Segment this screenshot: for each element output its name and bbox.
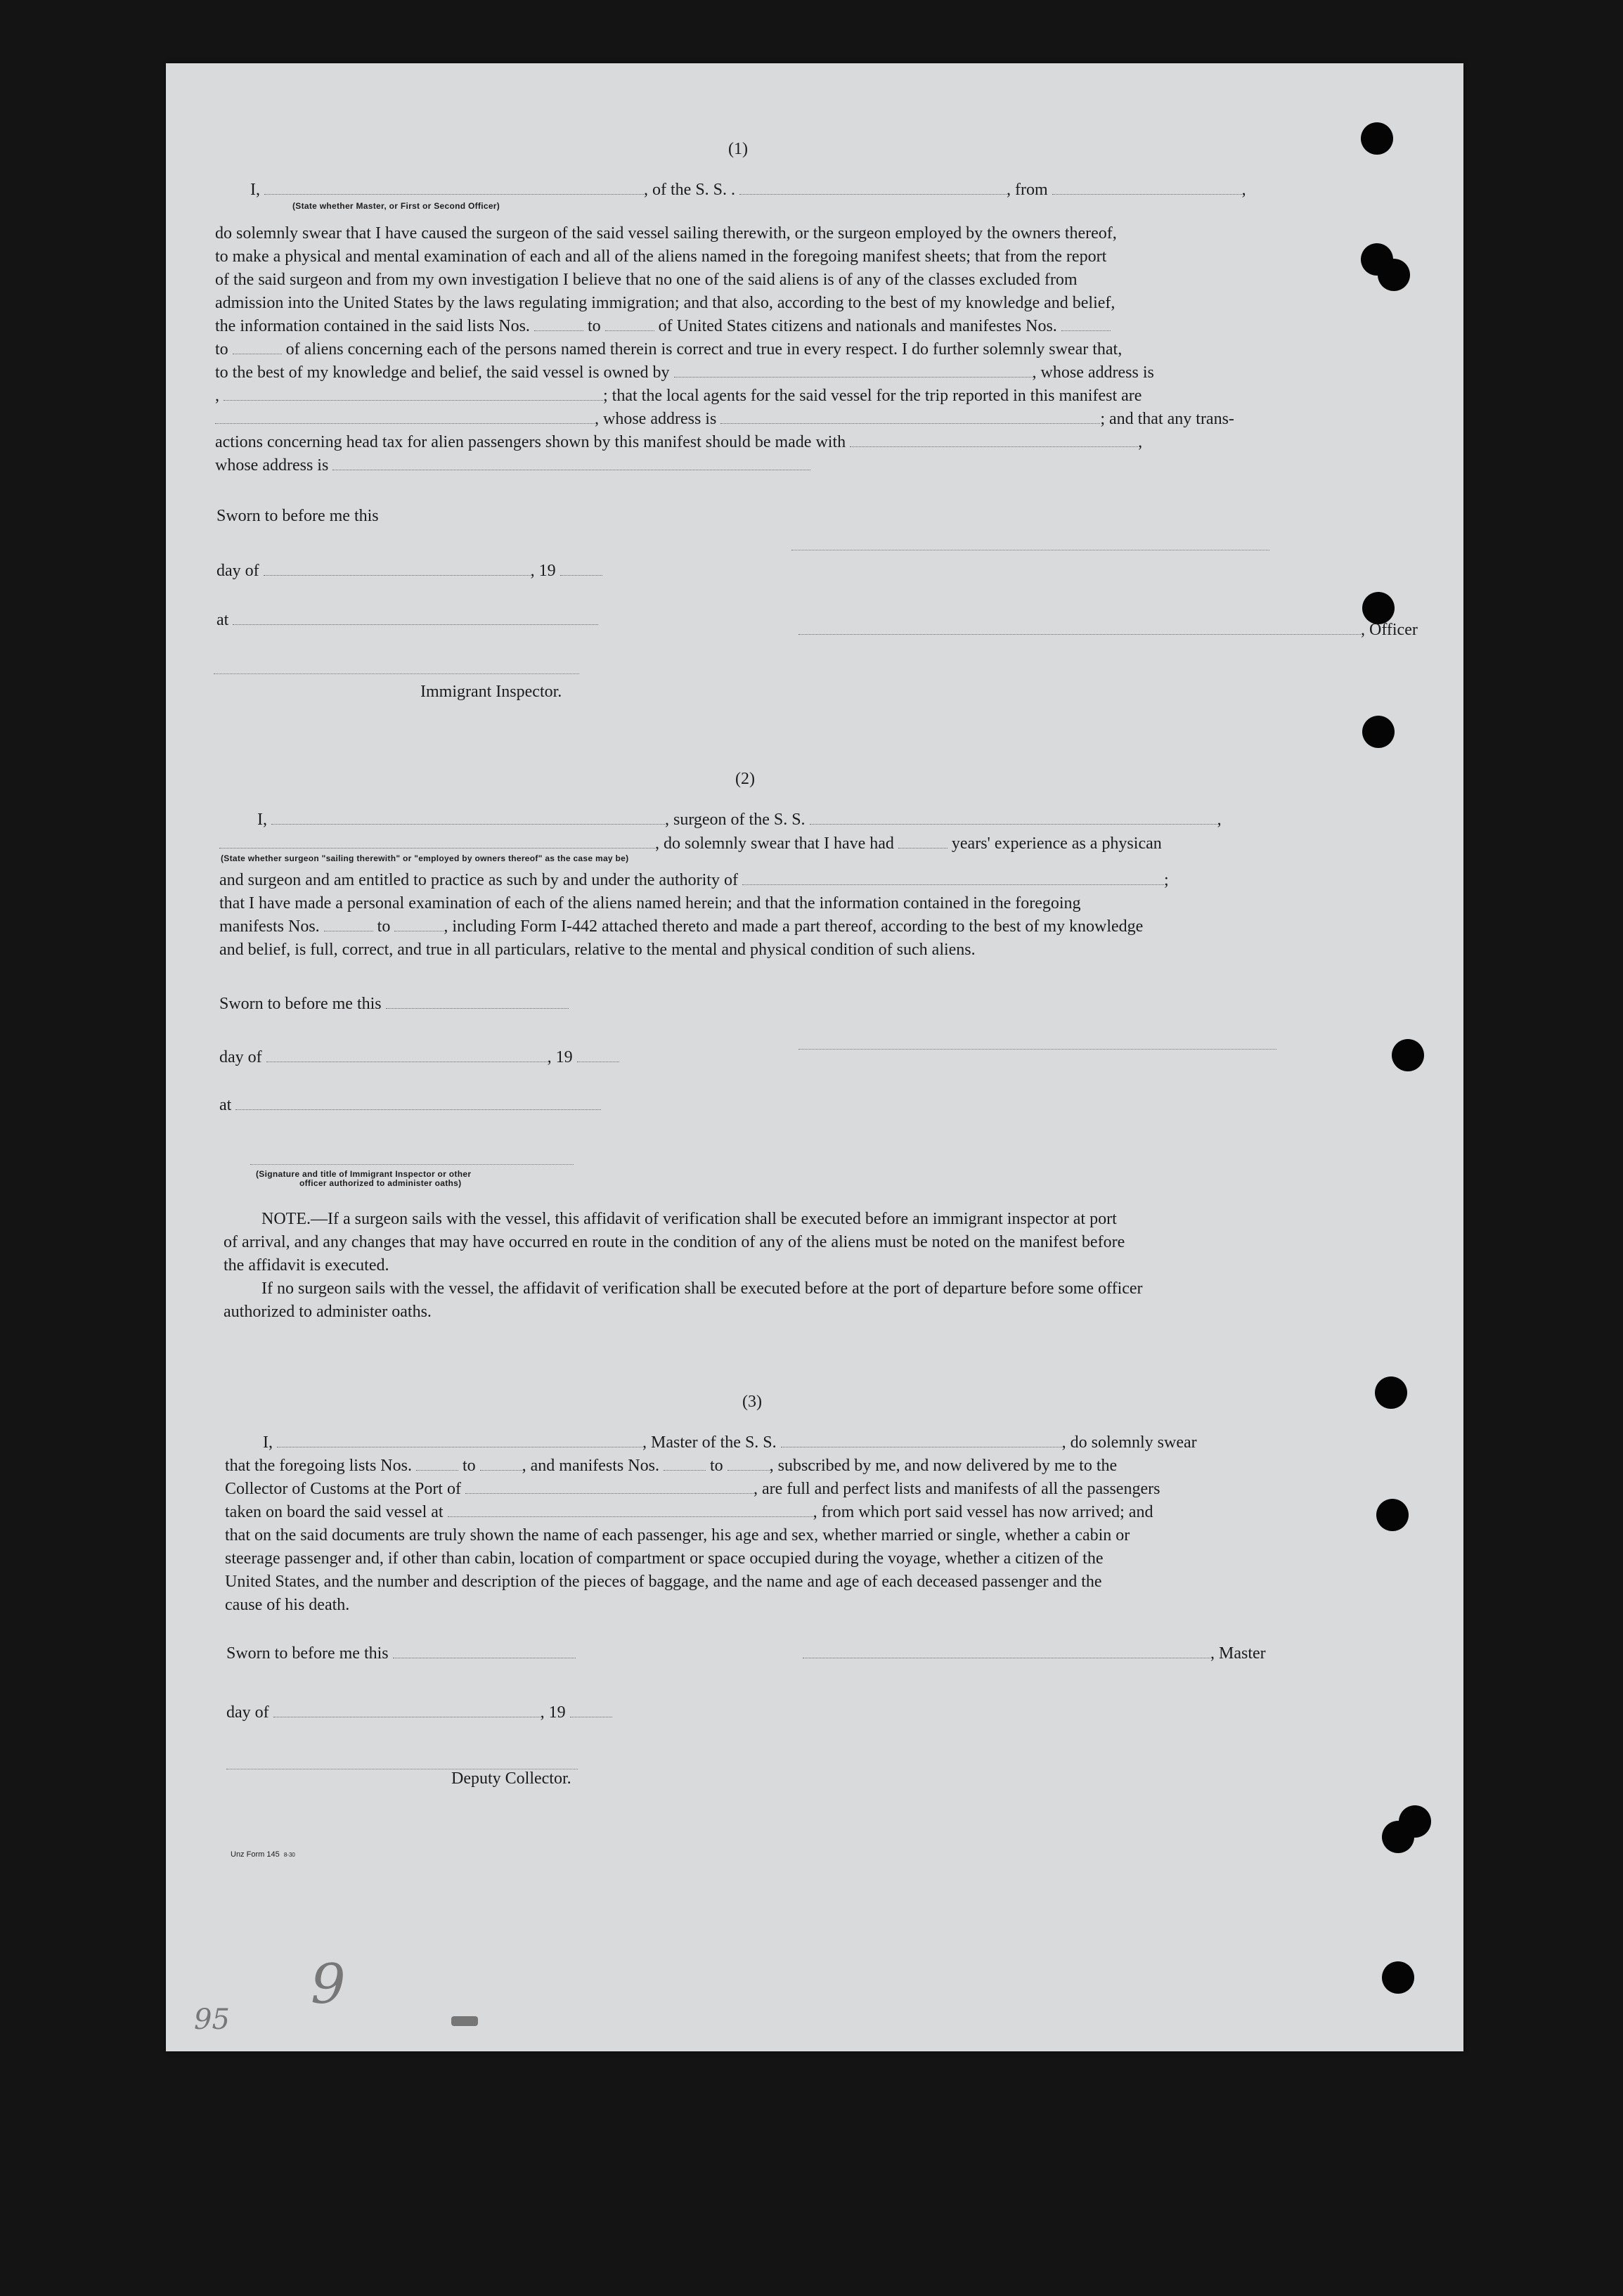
manifest-affidavit-page (166, 63, 1463, 2051)
body-line: that I have made a personal examination of each of the aliens named herein; and that the information contained in the foregoing (219, 894, 1081, 912)
text: Unz Form 145 (231, 1850, 280, 1859)
local-agents-field[interactable] (215, 409, 595, 424)
text: of United States citizens and nationals and manifestes Nos. (658, 317, 1057, 335)
citizen-list-to-field[interactable] (605, 316, 654, 331)
body-line (215, 385, 1269, 408)
text: day of (216, 562, 259, 580)
text: , Master of the S. S. (642, 1433, 777, 1452)
sworn-line-2 (219, 993, 569, 1016)
manifest-to-field[interactable] (728, 1456, 770, 1471)
text: , do solemnly swear (1061, 1433, 1197, 1452)
text: to (709, 1457, 723, 1475)
vessel-name-field[interactable] (781, 1433, 1062, 1447)
note-line: authorized to administer oaths. (224, 1303, 432, 1321)
list-to-field[interactable] (480, 1456, 522, 1471)
text: Collector of Customs at the Port of (225, 1480, 461, 1498)
punch-hole (1376, 1499, 1409, 1531)
years-experience-field[interactable] (898, 834, 948, 849)
section3-heading: (3) (742, 1393, 762, 1411)
text: to (215, 340, 228, 359)
text: , Officer (1361, 621, 1418, 639)
text: day of (226, 1703, 269, 1722)
body-line: do solemnly swear that I have caused the surgeon of the said vessel sailing therewith, or the surgeon employed by the owners thereof, (215, 224, 1117, 243)
note-line: NOTE.—If a surgeon sails with the vessel, this affidavit of verification shall be executed before an immigrant inspector at port (261, 1210, 1117, 1228)
sworn-date-field[interactable] (393, 1644, 576, 1658)
body-line (219, 869, 1274, 892)
text: taken on board the said vessel at (225, 1503, 444, 1521)
punch-hole (1361, 122, 1393, 155)
day-field[interactable] (266, 1047, 548, 1062)
sworn-line-1 (216, 505, 379, 528)
deputy-collector-label: Deputy Collector. (451, 1769, 571, 1788)
agents-address-field[interactable] (720, 409, 1100, 424)
owner-address-field[interactable] (224, 386, 603, 401)
master-name-field[interactable] (277, 1433, 642, 1447)
section1-heading: (1) (728, 140, 748, 158)
section2-body (219, 869, 1274, 962)
text: , Master (1210, 1644, 1266, 1663)
text: , 19 (530, 562, 556, 580)
place-field[interactable] (235, 1095, 601, 1110)
surgeon-status-field[interactable] (219, 834, 655, 849)
body-line: admission into the United States by the laws regulating immigration; and that also, according to the best of my knowledge and belief, (215, 294, 1116, 312)
body-line (215, 408, 1269, 431)
body-line: United States, and the number and description of the pieces of baggage, and the name and age of each deceased passenger and the (225, 1573, 1102, 1591)
body-line: steerage passenger and, if other than cabin, location of compartment or space occupied during the voyage, whether a citizen of the (225, 1549, 1104, 1568)
body-line (219, 915, 1274, 939)
body-line (225, 1431, 1286, 1455)
text: whose address is (215, 456, 329, 475)
officer-line (798, 619, 1418, 642)
text: Sworn to before me this (216, 507, 379, 525)
text: of aliens concerning each of the persons named therein is correct and true in every respect. I do further solemnly swear that, (285, 340, 1123, 359)
text: and surgeon and am entitled to practice as such by and under the authority of (219, 871, 738, 889)
text: , including Form I-442 attached thereto and made a part thereof, according to the best of my knowledge (444, 917, 1144, 936)
text: to the best of my knowledge and belief, the said vessel is owned by (215, 363, 670, 382)
body-line (215, 454, 1269, 477)
punch-hole (1362, 716, 1395, 748)
pronoun-i: I, (257, 811, 267, 829)
at-line-2 (219, 1094, 601, 1117)
of-ss-label: , of the S. S. . (644, 181, 736, 199)
surgeon-note-paragraph (224, 1208, 1278, 1324)
place-field[interactable] (233, 610, 598, 625)
handwritten-page-number: 9 (311, 1953, 346, 2016)
vessel-name-field[interactable] (810, 810, 1217, 825)
punch-hole (1375, 1376, 1407, 1409)
experience-line (219, 832, 1162, 856)
manifest-to-field[interactable] (394, 917, 444, 931)
body-line (215, 431, 1269, 454)
body-line: and belief, is full, correct, and true in all particulars, relative to the mental and physical condition of such aliens. (219, 941, 976, 959)
text: , (1138, 433, 1143, 451)
pronoun-i: I, (263, 1433, 273, 1452)
body-line (215, 338, 1269, 361)
body-line (225, 1501, 1286, 1524)
note-line: the affidavit is executed. (224, 1256, 389, 1275)
text: (Signature and title of Immigrant Inspector or other (256, 1169, 472, 1179)
punch-hole (1382, 1961, 1414, 1994)
text: , 19 (547, 1048, 573, 1066)
pronoun-i: I, (250, 181, 260, 199)
text: ; (1164, 871, 1169, 889)
text: at (216, 611, 229, 629)
inspector-signature-line[interactable] (214, 673, 579, 674)
note-line: If no surgeon sails with the vessel, the affidavit of verification shall be executed before at the port of departure before some officer (261, 1279, 1143, 1298)
text: , 19 (540, 1703, 566, 1722)
boarding-port-field[interactable] (448, 1502, 813, 1517)
section3-body (225, 1431, 1286, 1617)
body-line: cause of his death. (225, 1596, 350, 1614)
text: the information contained in the said lists Nos. (215, 317, 530, 335)
body-line: of the said surgeon and from my own investigation I believe that no one of the said aliens is of any of the classes excluded from (215, 271, 1078, 289)
text: to (377, 917, 391, 936)
from-label: , from (1007, 181, 1048, 199)
port-field[interactable] (465, 1479, 754, 1494)
text: officer authorized to administer oaths) (299, 1178, 462, 1188)
manifest-to-field[interactable] (233, 340, 282, 354)
text: ; that the local agents for the said vessel for the trip reported in this manifest are (603, 387, 1142, 405)
day-of-line-2 (219, 1046, 619, 1069)
at-line-1 (216, 609, 598, 632)
head-tax-address-field[interactable] (332, 456, 810, 470)
citizen-list-from-field[interactable] (534, 316, 583, 331)
surgeon-note: (State whether surgeon "sailing therewith" or "employed by owners thereof" as the case may be) (221, 853, 629, 863)
text: , subscribed by me, and now delivered by me to the (769, 1457, 1118, 1475)
text: Sworn to before me this (219, 995, 382, 1013)
text: manifests Nos. (219, 917, 320, 936)
ink-smudge (451, 2016, 478, 2026)
text: at (219, 1096, 232, 1114)
text: , whose address is (595, 410, 717, 428)
text: ; and that any trans- (1100, 410, 1234, 428)
day-field[interactable] (264, 561, 531, 576)
vessel-owner-field[interactable] (674, 363, 1033, 378)
manifest-from-field[interactable] (1061, 316, 1111, 331)
role-note: (State whether Master, or First or Second Officer) (292, 201, 500, 211)
inspector-signature-line[interactable] (250, 1164, 574, 1165)
body-line (225, 1455, 1286, 1478)
section1-body (215, 222, 1269, 477)
body-line: to make a physical and mental examination of each and all of the aliens named in the foregoing manifest sheets; that from the report (215, 247, 1107, 266)
punch-hole (1399, 1805, 1431, 1838)
immigrant-inspector-label: Immigrant Inspector. (420, 683, 562, 701)
text: to (587, 317, 601, 335)
text: years' experience as a physican (951, 834, 1162, 853)
year-field[interactable] (577, 1047, 619, 1062)
manifest-from-field[interactable] (664, 1456, 706, 1471)
text: day of (219, 1048, 262, 1066)
officer-signature-field[interactable] (798, 620, 1361, 635)
text: 8-30 (283, 1852, 295, 1858)
text: , do solemnly swear that I have had (655, 834, 894, 853)
surgeon-name-field[interactable] (271, 810, 665, 825)
text: Sworn to before me this (226, 1644, 389, 1663)
section2-oath-line (257, 808, 1222, 832)
day-of-line-1 (216, 560, 602, 583)
officer-name-field[interactable] (264, 180, 644, 195)
departure-port-field[interactable] (1052, 180, 1242, 195)
authority-field[interactable] (742, 870, 1164, 885)
year-field[interactable] (570, 1703, 612, 1717)
master-signature-line (803, 1642, 1266, 1665)
text: , from which port said vessel has now arrived; and (813, 1503, 1153, 1521)
list-from-field[interactable] (416, 1456, 458, 1471)
head-tax-contact-field[interactable] (850, 432, 1138, 447)
note-line: of arrival, and any changes that may have occurred en route in the condition of any of the aliens must be noted on the manifest before (224, 1233, 1125, 1251)
day-of-line-3 (226, 1701, 612, 1724)
section1-oath-line (250, 179, 1246, 202)
day-field[interactable] (273, 1703, 541, 1717)
text: , (1217, 811, 1222, 829)
body-line (215, 315, 1269, 338)
signature-note (256, 1170, 471, 1188)
text: , surgeon of the S. S. (665, 811, 806, 829)
text: actions concerning head tax for alien passengers shown by this manifest should be made with (215, 433, 846, 451)
handwritten-number: 95 (194, 2004, 230, 2036)
sworn-date-field[interactable] (386, 994, 569, 1009)
punch-hole (1378, 259, 1410, 291)
body-line (225, 1478, 1286, 1501)
surgeon-signature-line[interactable] (798, 1049, 1276, 1050)
body-line: that on the said documents are truly shown the name of each passenger, his age and sex, whether married or single, whether a cabin or (225, 1526, 1130, 1544)
sworn-line-3 (226, 1642, 576, 1665)
body-line (215, 361, 1269, 385)
vessel-name-field[interactable] (739, 180, 1007, 195)
punch-hole (1392, 1039, 1424, 1071)
text: , are full and perfect lists and manifests of all the passengers (753, 1480, 1160, 1498)
comma: , (1241, 181, 1246, 199)
text: that the foregoing lists Nos. (225, 1457, 412, 1475)
text: , (215, 387, 219, 405)
text: , and manifests Nos. (522, 1457, 659, 1475)
manifest-from-field[interactable] (324, 917, 373, 931)
form-number (231, 1850, 295, 1859)
section2-heading: (2) (735, 770, 755, 788)
year-field[interactable] (560, 561, 602, 576)
master-signature-field[interactable] (803, 1644, 1210, 1658)
text: , whose address is (1032, 363, 1154, 382)
text: to (462, 1457, 476, 1475)
